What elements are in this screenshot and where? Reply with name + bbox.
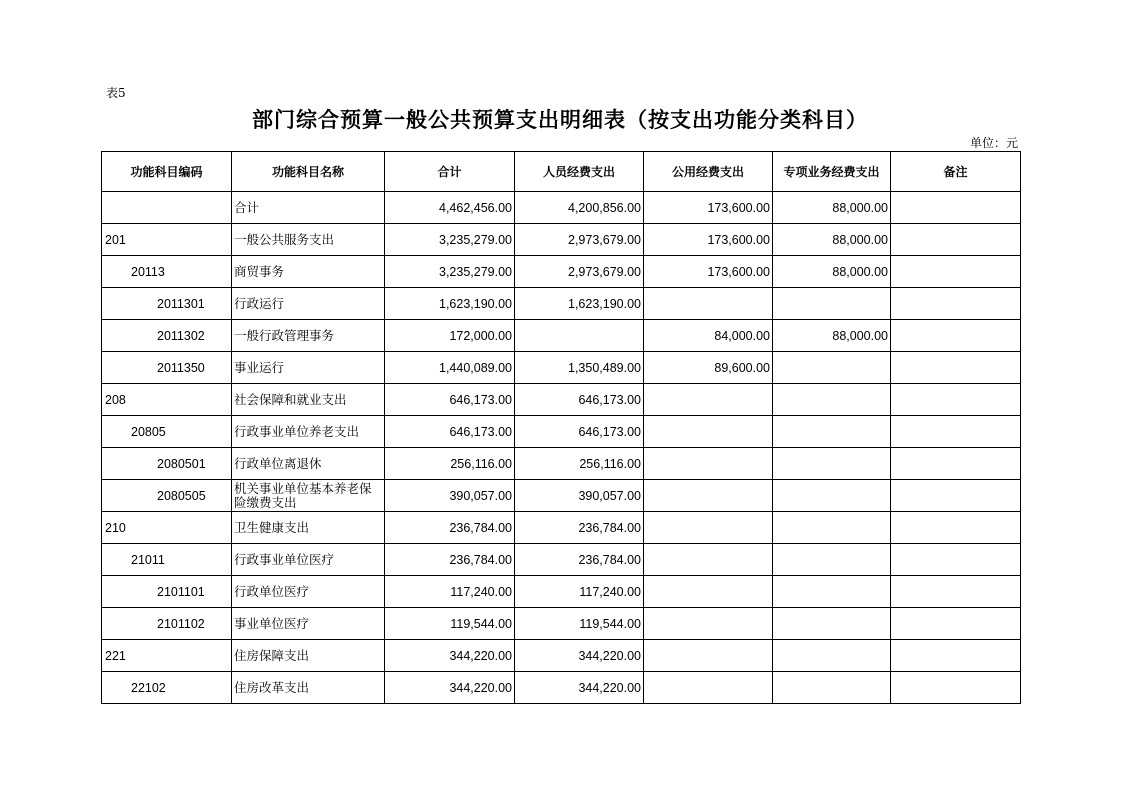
- code-text: 20805: [131, 424, 166, 439]
- cell-personnel: 236,784.00: [515, 544, 644, 576]
- table-row: [102, 192, 1021, 224]
- table-row: [102, 224, 1021, 256]
- cell-code: [102, 288, 232, 320]
- cell-code: [102, 416, 232, 448]
- cell-total: 390,057.00: [385, 480, 515, 512]
- cell-name: 机关事业单位基本养老保险缴费支出: [232, 480, 385, 512]
- cell-total: 1,623,190.00: [385, 288, 515, 320]
- cell-personnel: 344,220.00: [515, 672, 644, 704]
- cell-note: [891, 256, 1021, 288]
- cell-personnel: 344,220.00: [515, 640, 644, 672]
- cell-note: [891, 320, 1021, 352]
- cell-note: [891, 512, 1021, 544]
- cell-special: [773, 416, 891, 448]
- cell-name: 行政单位离退休: [232, 448, 385, 480]
- cell-personnel: 2,973,679.00: [515, 224, 644, 256]
- cell-total: 3,235,279.00: [385, 224, 515, 256]
- cell-total: 646,173.00: [385, 384, 515, 416]
- cell-code: [102, 640, 232, 672]
- cell-personnel: 1,623,190.00: [515, 288, 644, 320]
- cell-code: [102, 448, 232, 480]
- code-text: 21011: [131, 552, 165, 567]
- cell-name: 行政事业单位养老支出: [232, 416, 385, 448]
- cell-total: 236,784.00: [385, 544, 515, 576]
- cell-public: [644, 672, 773, 704]
- cell-code: [102, 480, 232, 512]
- cell-total: 646,173.00: [385, 416, 515, 448]
- cell-special: 88,000.00: [773, 192, 891, 224]
- cell-note: [891, 288, 1021, 320]
- cell-special: [773, 448, 891, 480]
- cell-name: 事业单位医疗: [232, 608, 385, 640]
- cell-personnel: [515, 320, 644, 352]
- cell-total: 172,000.00: [385, 320, 515, 352]
- cell-personnel: 4,200,856.00: [515, 192, 644, 224]
- cell-special: [773, 384, 891, 416]
- cell-public: [644, 448, 773, 480]
- cell-personnel: 390,057.00: [515, 480, 644, 512]
- cell-public: [644, 512, 773, 544]
- unit-label: 单位：元: [969, 136, 1018, 150]
- cell-special: [773, 672, 891, 704]
- expenditure-table: [101, 151, 1021, 704]
- header-total: 合计: [385, 152, 515, 192]
- cell-public: 84,000.00: [644, 320, 773, 352]
- cell-code: [102, 384, 232, 416]
- code-text: 2101102: [157, 616, 205, 631]
- header-personnel: 人员经费支出: [515, 152, 644, 192]
- cell-personnel: 119,544.00: [515, 608, 644, 640]
- cell-special: 88,000.00: [773, 320, 891, 352]
- cell-note: [891, 384, 1021, 416]
- cell-name: 商贸事务: [232, 256, 385, 288]
- cell-code: [102, 576, 232, 608]
- cell-code: [102, 352, 232, 384]
- cell-note: [891, 416, 1021, 448]
- cell-code: [102, 320, 232, 352]
- header-special: 专项业务经费支出: [773, 152, 891, 192]
- table-row: [102, 672, 1021, 704]
- cell-special: [773, 288, 891, 320]
- cell-name: 事业运行: [232, 352, 385, 384]
- cell-special: 88,000.00: [773, 224, 891, 256]
- cell-note: [891, 448, 1021, 480]
- cell-public: [644, 384, 773, 416]
- code-text: 2080501: [157, 456, 206, 471]
- table-row: [102, 608, 1021, 640]
- cell-public: 89,600.00: [644, 352, 773, 384]
- cell-special: [773, 640, 891, 672]
- code-text: 208: [105, 392, 126, 407]
- cell-public: [644, 480, 773, 512]
- code-text: 210: [105, 520, 126, 535]
- cell-special: [773, 480, 891, 512]
- cell-name: 一般公共服务支出: [232, 224, 385, 256]
- cell-personnel: 1,350,489.00: [515, 352, 644, 384]
- code-text: 2011302: [157, 328, 205, 343]
- cell-total: 3,235,279.00: [385, 256, 515, 288]
- cell-special: 88,000.00: [773, 256, 891, 288]
- table-row: [102, 352, 1021, 384]
- table-body: [102, 192, 1021, 704]
- cell-special: [773, 544, 891, 576]
- cell-personnel: 646,173.00: [515, 384, 644, 416]
- cell-personnel: 236,784.00: [515, 512, 644, 544]
- cell-personnel: 2,973,679.00: [515, 256, 644, 288]
- header-name: 功能科目名称: [232, 152, 385, 192]
- cell-note: [891, 544, 1021, 576]
- cell-name: 卫生健康支出: [232, 512, 385, 544]
- cell-public: [644, 640, 773, 672]
- cell-public: [644, 544, 773, 576]
- cell-public: 173,600.00: [644, 256, 773, 288]
- cell-total: 4,462,456.00: [385, 192, 515, 224]
- cell-public: 173,600.00: [644, 224, 773, 256]
- table-header-row: [102, 152, 1021, 192]
- table-row: [102, 384, 1021, 416]
- table-row: [102, 576, 1021, 608]
- cell-note: [891, 224, 1021, 256]
- cell-name: 行政单位医疗: [232, 576, 385, 608]
- cell-public: [644, 608, 773, 640]
- cell-note: [891, 576, 1021, 608]
- cell-code: [102, 192, 232, 224]
- cell-name: 行政事业单位医疗: [232, 544, 385, 576]
- cell-name: 合计: [232, 192, 385, 224]
- cell-code: [102, 544, 232, 576]
- cell-total: 344,220.00: [385, 640, 515, 672]
- cell-public: [644, 288, 773, 320]
- code-text: 221: [105, 648, 126, 663]
- header-code: 功能科目编码: [102, 152, 232, 192]
- table-row: [102, 512, 1021, 544]
- cell-code: [102, 256, 232, 288]
- table-row: [102, 480, 1021, 512]
- table-row: [102, 416, 1021, 448]
- cell-name: 住房保障支出: [232, 640, 385, 672]
- cell-code: [102, 512, 232, 544]
- cell-note: [891, 640, 1021, 672]
- cell-personnel: 256,116.00: [515, 448, 644, 480]
- cell-special: [773, 512, 891, 544]
- cell-public: [644, 416, 773, 448]
- cell-total: 1,440,089.00: [385, 352, 515, 384]
- cell-personnel: 646,173.00: [515, 416, 644, 448]
- cell-note: [891, 352, 1021, 384]
- cell-code: [102, 608, 232, 640]
- cell-total: 236,784.00: [385, 512, 515, 544]
- cell-note: [891, 480, 1021, 512]
- cell-code: [102, 224, 232, 256]
- table-row: [102, 256, 1021, 288]
- cell-total: 256,116.00: [385, 448, 515, 480]
- cell-public: 173,600.00: [644, 192, 773, 224]
- cell-personnel: 117,240.00: [515, 576, 644, 608]
- cell-note: [891, 608, 1021, 640]
- code-text: [104, 201, 105, 215]
- code-text: 201: [105, 232, 126, 247]
- cell-special: [773, 608, 891, 640]
- code-text: 22102: [131, 680, 166, 695]
- code-text: 2101101: [157, 584, 205, 599]
- cell-public: [644, 576, 773, 608]
- cell-total: 344,220.00: [385, 672, 515, 704]
- code-text: 20113: [131, 264, 165, 279]
- cell-name: 一般行政管理事务: [232, 320, 385, 352]
- cell-name: 住房改革支出: [232, 672, 385, 704]
- table-row: [102, 640, 1021, 672]
- cell-name: 社会保障和就业支出: [232, 384, 385, 416]
- table-tag: 表5: [106, 86, 126, 100]
- table-row: [102, 320, 1021, 352]
- cell-code: [102, 672, 232, 704]
- cell-special: [773, 576, 891, 608]
- table-row: [102, 448, 1021, 480]
- cell-name: 行政运行: [232, 288, 385, 320]
- cell-note: [891, 672, 1021, 704]
- cell-note: [891, 192, 1021, 224]
- cell-total: 119,544.00: [385, 608, 515, 640]
- page-title: 部门综合预算一般公共预算支出明细表（按支出功能分类科目）: [252, 108, 868, 132]
- table-row: [102, 544, 1021, 576]
- table-row: [102, 288, 1021, 320]
- header-public: 公用经费支出: [644, 152, 773, 192]
- code-text: 2011350: [157, 360, 205, 375]
- cell-special: [773, 352, 891, 384]
- cell-total: 117,240.00: [385, 576, 515, 608]
- header-note: 备注: [891, 152, 1021, 192]
- code-text: 2080505: [157, 488, 206, 503]
- code-text: 2011301: [157, 296, 205, 311]
